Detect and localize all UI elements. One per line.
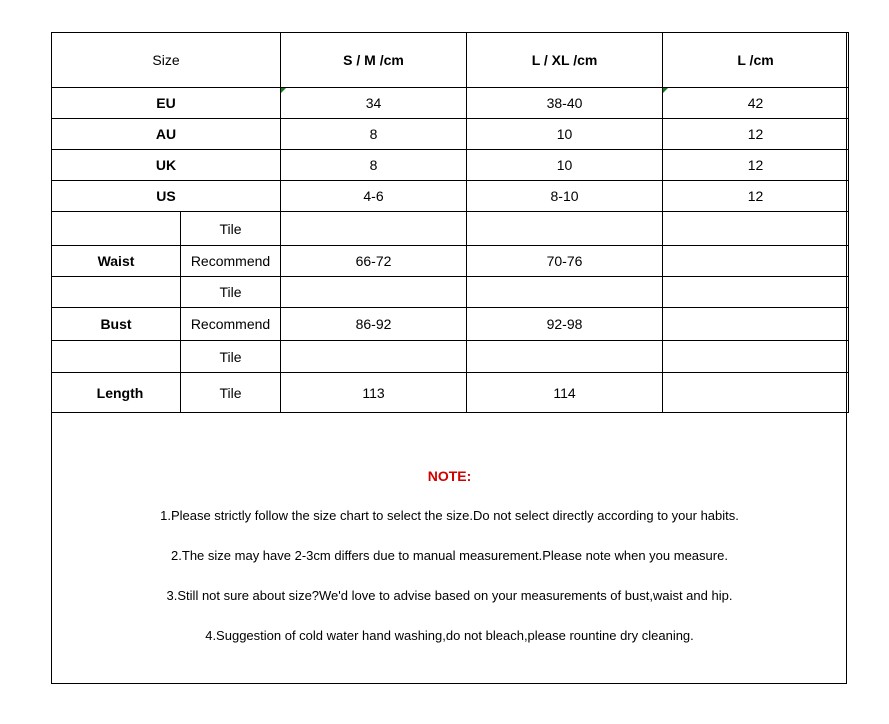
table-row <box>52 373 849 413</box>
table-row <box>52 308 849 341</box>
note-line-1: 1.Please strictly follow the size chart to select the size.Do not select directly according to your habits. <box>160 508 739 523</box>
waist-tile-label: Tile <box>181 212 281 246</box>
bust-recommend-label: Recommend <box>181 308 281 341</box>
column-header-s-m: S / M /cm <box>281 33 467 88</box>
row-label-us: US <box>52 181 281 212</box>
table-cell <box>281 341 467 373</box>
table-cell <box>663 308 849 341</box>
table-cell: 66-72 <box>281 246 467 277</box>
table-cell: 34 <box>281 88 467 119</box>
table-cell: 8 <box>281 119 467 150</box>
row-label-eu: EU <box>52 88 281 119</box>
table-cell: 70-76 <box>467 246 663 277</box>
row-label-bust: Bust <box>52 308 181 341</box>
table-cell <box>663 341 849 373</box>
table-cell: 10 <box>467 150 663 181</box>
note-line-2: 2.The size may have 2-3cm differs due to manual measurement.Please note when you measure. <box>171 548 728 563</box>
row-label-uk: UK <box>52 150 281 181</box>
size-title: Size <box>52 33 281 88</box>
table-cell <box>467 277 663 308</box>
table-cell <box>281 277 467 308</box>
table-cell <box>467 341 663 373</box>
table-cell <box>663 246 849 277</box>
table-row <box>52 246 849 277</box>
row-label-au: AU <box>52 119 281 150</box>
note-title: NOTE: <box>427 468 472 484</box>
row-label-length: Length <box>52 373 181 413</box>
table-cell <box>52 341 181 373</box>
table-cell: 8-10 <box>467 181 663 212</box>
row-label-waist: Waist <box>52 246 181 277</box>
table-cell: 86-92 <box>281 308 467 341</box>
table-cell: 92-98 <box>467 308 663 341</box>
length-tile-label: Tile <box>181 373 281 413</box>
table-cell: 12 <box>663 150 849 181</box>
table-cell <box>663 277 849 308</box>
table-row <box>52 119 849 150</box>
table-cell: 42 <box>663 88 849 119</box>
table-cell: 10 <box>467 119 663 150</box>
note-line-3: 3.Still not sure about size?We'd love to advise based on your measurements of bust,waist and hip. <box>166 588 733 603</box>
table-row <box>52 150 849 181</box>
header-row <box>52 33 849 88</box>
table-row <box>52 212 849 246</box>
column-header-l-xl: L / XL /cm <box>467 33 663 88</box>
size-chart-table <box>51 32 849 413</box>
notes-section <box>51 466 848 646</box>
table-cell <box>663 212 849 246</box>
table-cell: 8 <box>281 150 467 181</box>
note-line-4: 4.Suggestion of cold water hand washing,do not bleach,please rountine dry cleaning. <box>205 628 694 643</box>
table-row <box>52 181 849 212</box>
table-cell: 4-6 <box>281 181 467 212</box>
table-cell: 113 <box>281 373 467 413</box>
length-tile-top-label: Tile <box>181 341 281 373</box>
table-row <box>52 88 849 119</box>
table-cell: 12 <box>663 181 849 212</box>
table-row <box>52 341 849 373</box>
table-cell <box>52 277 181 308</box>
column-header-l: L /cm <box>663 33 849 88</box>
table-cell: 38-40 <box>467 88 663 119</box>
table-cell <box>467 212 663 246</box>
table-cell <box>663 373 849 413</box>
table-row <box>52 277 849 308</box>
table-cell: 12 <box>663 119 849 150</box>
table-cell <box>281 212 467 246</box>
bust-tile-label: Tile <box>181 277 281 308</box>
table-cell: 114 <box>467 373 663 413</box>
table-cell <box>52 212 181 246</box>
waist-recommend-label: Recommend <box>181 246 281 277</box>
